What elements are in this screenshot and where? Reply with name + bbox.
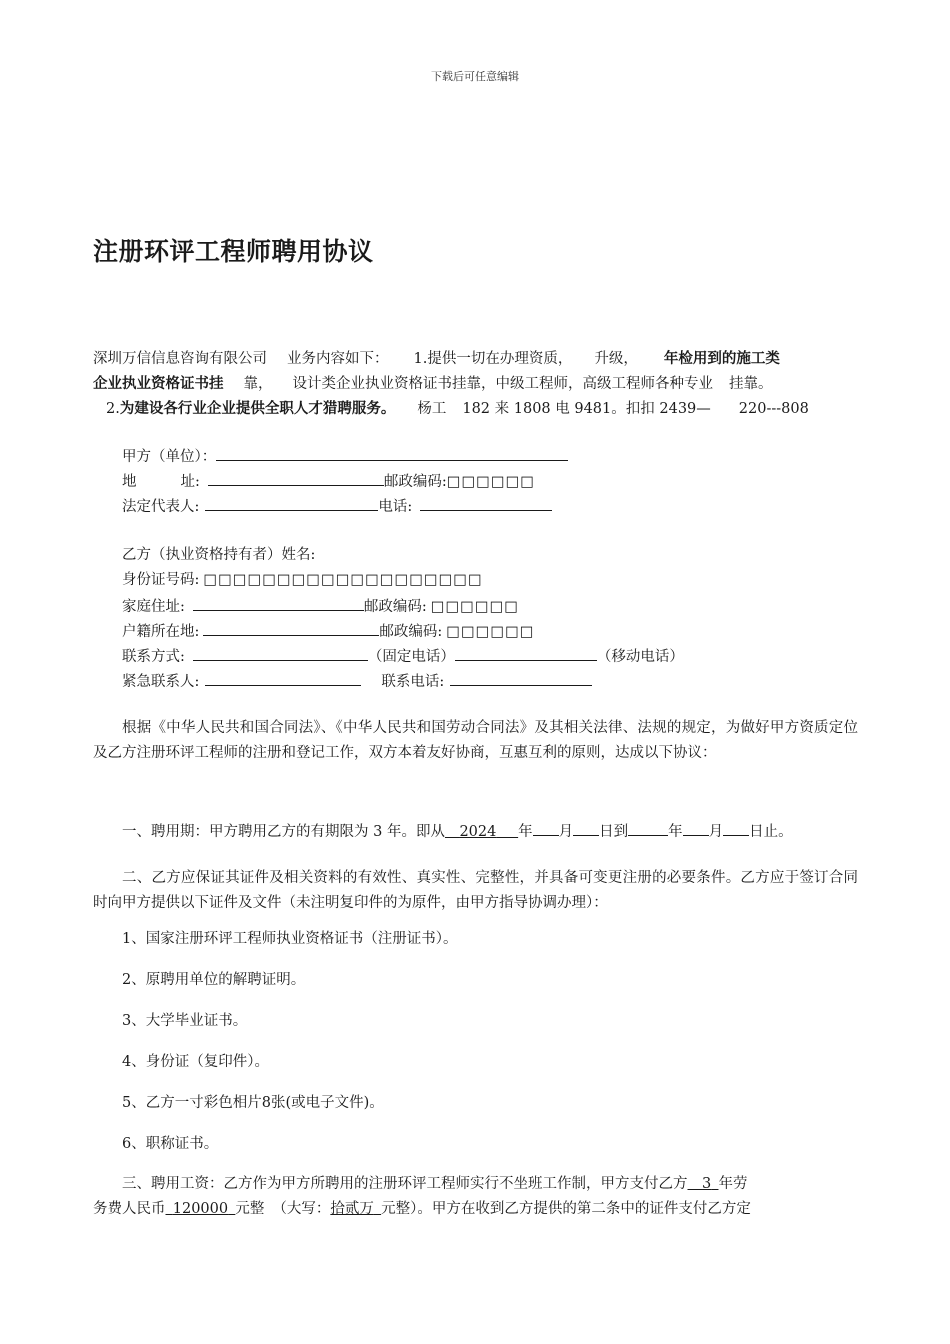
doc-item-1: 1、国家注册环评工程师执业资格证书（注册证书）。 xyxy=(122,931,458,947)
doc-item-5: 5、乙方一寸彩色相片8张(或电子文件)。 xyxy=(122,1095,384,1111)
home-address-field[interactable] xyxy=(193,595,364,611)
doc-item-6: 6、职称证书。 xyxy=(122,1136,219,1152)
party-a-postcode-boxes[interactable]: □□□□□□ xyxy=(446,474,535,490)
id-number-boxes[interactable]: □□□□□□□□□□□□□□□□□□□ xyxy=(203,572,483,588)
doc-item-3: 3、大学毕业证书。 xyxy=(122,1013,248,1029)
start-day-field[interactable] xyxy=(573,820,599,836)
start-month-field[interactable] xyxy=(533,820,559,836)
hukou-field[interactable] xyxy=(203,620,379,636)
home-postcode-boxes[interactable]: □□□□□□ xyxy=(430,599,519,615)
ad-company: 深圳万信信息咨询有限公司 xyxy=(93,351,267,367)
party-a-unit: 甲方（单位）： xyxy=(122,445,568,467)
end-month-field[interactable] xyxy=(683,820,709,836)
doc-item-2: 2、原聘用单位的解聘证明。 xyxy=(122,972,306,988)
pay-years[interactable]: 3 xyxy=(702,1176,712,1192)
emergency-phone-field[interactable] xyxy=(450,670,592,686)
ad-line-3: 2.为建设各行业企业提供全职人才猎聘服务。 杨工 182 来 1808 电 9481。扣扣 2439— 220---808 xyxy=(106,400,809,417)
end-year-field[interactable] xyxy=(628,820,668,836)
intro-paragraph: 根据《中华人民共和国合同法》、《中华人民共和国劳动合同法》及其相关法律、法规的规定，为做好甲方资质定位及乙方注册环评工程师的注册和登记工作，双方本着友好协商，互惠互利的原则，达成以下协议： xyxy=(93,720,858,761)
pay-amount-chinese[interactable]: 拾贰万 xyxy=(330,1201,374,1217)
hukou-postcode-boxes[interactable]: □□□□□□ xyxy=(446,624,535,640)
party-a-address-field[interactable] xyxy=(208,470,384,486)
pay-amount[interactable]: 120000 xyxy=(172,1201,229,1217)
party-a-unit-field[interactable] xyxy=(216,445,568,461)
emergency-contact-field[interactable] xyxy=(205,670,361,686)
party-a-address: 地 址: 邮政编码:□□□□□□ xyxy=(122,470,535,492)
clause-1: 一、聘用期：甲方聘用乙方的有期限为 3 年。即从 2024 年 月 日到 年 月 日止。 xyxy=(122,820,793,842)
ad-line-2: 企业执业资格证书挂 靠， 设计类企业执业资格证书挂靠，中级工程师，高级工程师各种专业 挂靠。 xyxy=(93,375,773,392)
doc-item-4: 4、身份证（复印件）。 xyxy=(122,1054,269,1070)
party-b-hukou: 户籍所在地: 邮政编码: □□□□□□ xyxy=(122,620,534,642)
party-b-contact: 联系方式: （固定电话） （移动电话） xyxy=(122,645,684,667)
clause-3-line-1: 三、聘用工资：乙方作为甲方所聘用的注册环评工程师实行不坐班工作制，甲方支付乙方 3 年劳 xyxy=(122,1176,748,1192)
party-b-name: 乙方（执业资格持有者）姓名: xyxy=(122,547,316,563)
party-b-emergency: 紧急联系人: 联系电话: xyxy=(122,670,592,692)
page-title: 注册环评工程师聘用协议 xyxy=(93,237,374,266)
party-b-home: 家庭住址: 邮政编码: □□□□□□ xyxy=(122,595,519,617)
legal-rep-field[interactable] xyxy=(205,495,378,511)
start-year[interactable]: 2024 xyxy=(459,824,497,840)
end-day-field[interactable] xyxy=(723,820,749,836)
header-note: 下载后可任意编辑 xyxy=(431,70,519,83)
party-a-phone-field[interactable] xyxy=(420,495,552,511)
clause-2: 二、乙方应保证其证件及相关资料的有效性、真实性、完整性，并具备可变更注册的必要条件。乙方应于签订合同时向甲方提供以下证件及文件（未注明复印件的为原件，由甲方指导协调办理）： xyxy=(93,870,858,911)
clause-3-line-2: 务费人民币 120000 元整 （大写：拾贰万 元整）。甲方在收到乙方提供的第二条中的证件支付乙方定 xyxy=(93,1201,751,1217)
party-b-id: 身份证号码: □□□□□□□□□□□□□□□□□□□ xyxy=(122,572,483,588)
fixed-phone-field[interactable] xyxy=(193,645,368,661)
party-a-legal-rep: 法定代表人: 电话: xyxy=(122,495,552,517)
mobile-phone-field[interactable] xyxy=(455,645,597,661)
ad-line-1: 深圳万信信息咨询有限公司 业务内容如下： 1.提供一切在办理资质， 升级， 年检用到的施工类 xyxy=(93,350,780,367)
